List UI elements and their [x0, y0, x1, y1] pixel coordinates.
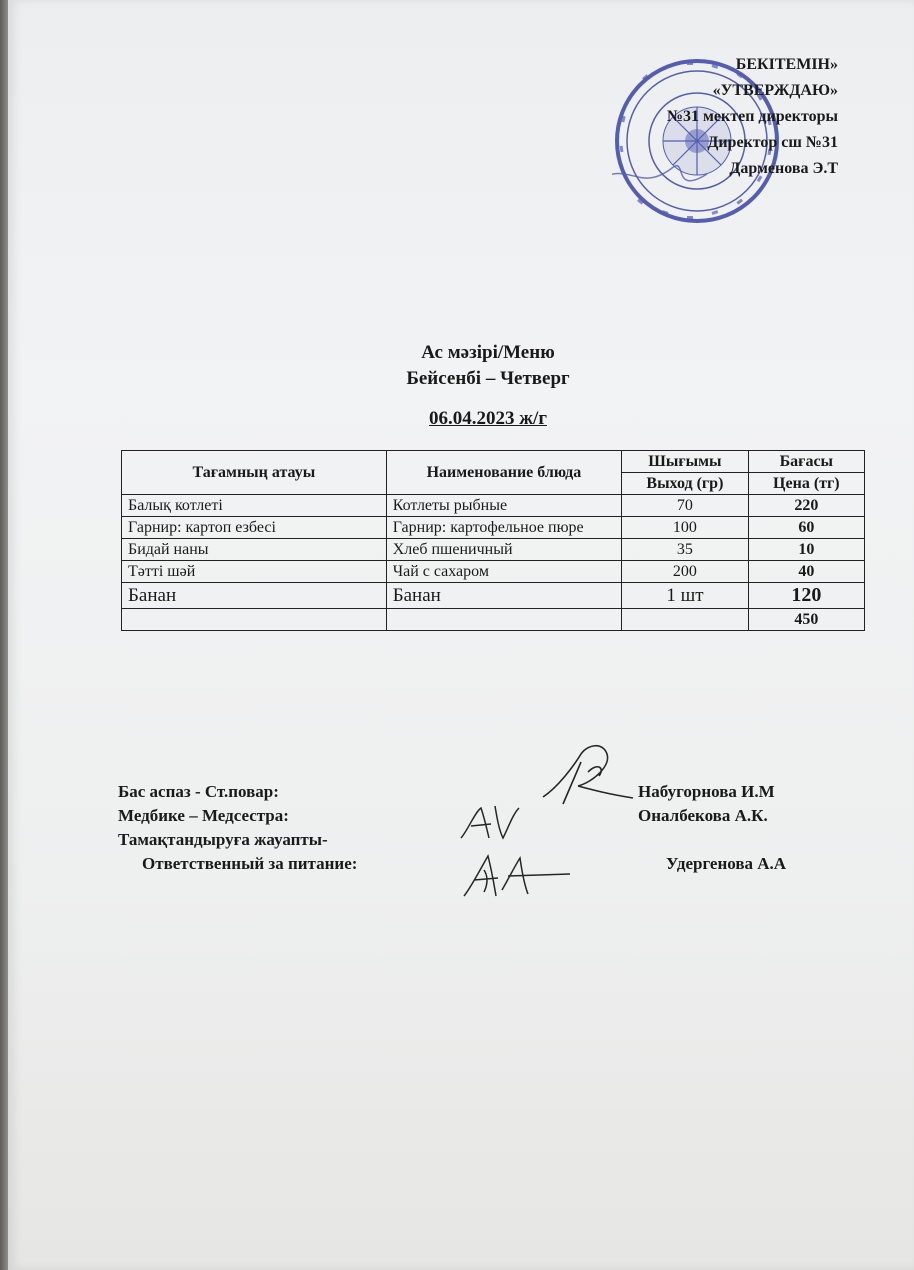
approval-school-director-kz: №31 мектеп директоры [666, 108, 838, 125]
total-empty-cell [622, 609, 748, 631]
header-price-ru: Цена (тг) [748, 473, 864, 495]
dish-kz: Банан [122, 583, 387, 609]
dish-output: 35 [622, 539, 748, 561]
dish-kz: Гарнир: картоп езбесі [122, 517, 387, 539]
menu-title: Ас мәзірі/Меню [421, 342, 555, 363]
approval-line-ru: «УТВЕРЖДАЮ» [712, 82, 838, 99]
nurse-name: Оналбекова А.К. [638, 806, 768, 825]
dish-ru: Банан [386, 583, 621, 609]
menu-title-block [288, 340, 688, 432]
chef-name: Набугорнова И.М [638, 782, 775, 801]
table-row [122, 495, 865, 517]
nurse-handwritten-signature [453, 800, 533, 845]
chef-role: Бас аспаз - Ст.повар: [118, 782, 279, 801]
responsible-role-ru: Ответственный за питание: [142, 854, 358, 873]
menu-date: 06.04.2023 ж/г [429, 408, 547, 429]
menu-day: Бейсенбі – Четверг [406, 368, 570, 389]
dish-price: 40 [748, 561, 864, 583]
header-output-kz: Шығымы [622, 451, 748, 473]
dish-kz: Балық котлеті [122, 495, 387, 517]
table-row [122, 539, 865, 561]
dish-ru: Котлеты рыбные [386, 495, 621, 517]
table-row [122, 561, 865, 583]
dish-ru: Гарнир: картофельное пюре [386, 517, 621, 539]
total-empty-cell [386, 609, 621, 631]
header-price-kz: Бағасы [748, 451, 864, 473]
dish-kz: Бидай наны [122, 539, 387, 561]
dish-output: 1 шт [622, 583, 748, 609]
responsible-name: Удергенова А.А [666, 854, 787, 873]
table-row [122, 583, 865, 609]
menu-table [121, 450, 865, 631]
dish-price: 10 [748, 539, 864, 561]
table-header-row [122, 451, 865, 473]
approval-school-director-ru: Директор сш №31 [707, 134, 838, 151]
table-row [122, 517, 865, 539]
approval-line-kz: БЕКІТЕМІН» [735, 56, 838, 73]
dish-ru: Хлеб пшеничный [386, 539, 621, 561]
responsible-role-kz: Тамақтандыруға жауапты- [118, 830, 328, 849]
dish-price: 220 [748, 495, 864, 517]
dish-price: 60 [748, 517, 864, 539]
dish-output: 70 [622, 495, 748, 517]
table-total-row [122, 609, 865, 631]
chef-handwritten-signature [533, 742, 643, 812]
dish-output: 200 [622, 561, 748, 583]
header-kz-name: Тағамның атауы [122, 451, 387, 495]
responsible-handwritten-signature [458, 850, 578, 905]
dish-ru: Чай с сахаром [386, 561, 621, 583]
total-price: 450 [748, 609, 864, 631]
nurse-role: Медбике – Медсестра: [118, 806, 289, 825]
header-output-ru: Выход (гр) [622, 473, 748, 495]
header-ru-name: Наименование блюда [386, 451, 621, 495]
dish-output: 100 [622, 517, 748, 539]
approval-director-name: Дарменова Э.Т [729, 160, 838, 177]
total-empty-cell [122, 609, 387, 631]
document-sheet [8, 0, 914, 1270]
dish-kz: Тәтті шәй [122, 561, 387, 583]
approval-block [667, 52, 838, 182]
dish-price: 120 [748, 583, 864, 609]
